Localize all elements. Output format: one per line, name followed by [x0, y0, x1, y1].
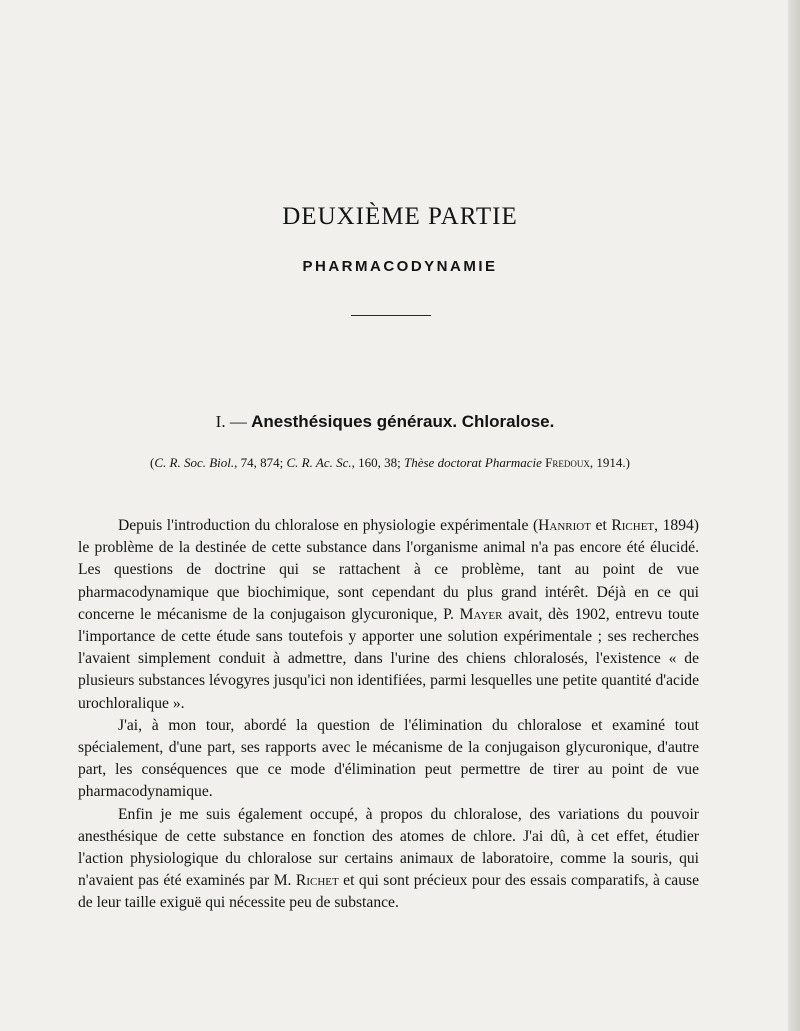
section-title: Anesthésiques généraux. Chloralose.	[251, 412, 555, 431]
author-name: Richet	[611, 517, 655, 534]
citation-ref-1-detail: , 74, 874;	[234, 455, 284, 470]
part-title: DEUXIÈME PARTIE	[282, 203, 518, 230]
part-subtitle: PHARMACODYNAMIE	[302, 258, 498, 275]
author-name: Hanriot	[538, 517, 591, 534]
paragraph-2: J'ai, à mon tour, abordé la question de l'élimination du chloralose et examiné tout spécialement, d'une part, ses rapports avec le mécanisme de la conjugaison glycuronique, d'autre part, les conséquences que ce mode d'élimination peut permettre de tirer au point de vue pharmacodynamique.	[78, 716, 699, 801]
citation-close: , 1914.)	[589, 455, 630, 470]
citation-ref-2: C. R. Ac. Sc.	[286, 455, 352, 470]
paragraph-3-text-b: et qui sont précieux pour des essais comparatifs, à cause de leur taille exiguë qui nécessite peu de substance.	[78, 872, 699, 912]
body-text	[78, 515, 699, 915]
paragraph-1	[78, 515, 699, 715]
page-edge	[788, 0, 800, 1031]
citation-line	[0, 455, 780, 471]
citation-author: Fredoux	[545, 455, 590, 470]
title-divider	[351, 315, 431, 316]
section-heading	[0, 412, 770, 432]
section-number: I. —	[215, 412, 247, 431]
author-name: Richet	[295, 872, 339, 890]
paragraph-1-text-b: et	[590, 517, 612, 534]
paragraph-1-text-d: avait, dès 1902, entrevu toute l'importance de cette étude sans toutefois y apporter une solution expérimentale ; ses recherches l'avaient simplement conduit à admettre, dans l'urine des chiens chloralosés, l'existence « de plusieurs substances lévogyres jusqu'ici non identifiées, parmi lesquelles une petite quantité d'acide urochloralique ».	[78, 605, 700, 712]
paragraph-1-text-a: Depuis l'introduction du chloralose en physiologie expérimentale (	[118, 517, 539, 534]
citation-ref-3: Thèse doctorat Pharmacie	[404, 455, 542, 470]
author-name: Mayer	[459, 605, 503, 623]
paragraph-1-text-c: , 1894) le problème de la destinée de cette substance dans l'organisme animal n'a pas encore été élucidé. Les questions de doctrine qui se rattachent à ce problème, tant au point de vue pharmacodynamique que biochimique, sont cependant du plus grand intérêt. Déjà en ce qui concerne le mécanisme de la conjugaison glycuronique, P.	[78, 517, 699, 623]
paragraph-3	[78, 804, 699, 915]
citation-open: (	[150, 455, 155, 470]
citation-ref-1: C. R. Soc. Biol.	[154, 455, 235, 470]
paragraph-3-text-a: Enfin je me suis également occupé, à propos du chloralose, des variations du pouvoir anesthésique de cette substance en fonction des atomes de chlore. J'ai dû, à cet effet, étudier l'action physiologique du chloralose sur certains animaux de laboratoire, comme la souris, qui n'avaient pas été examinés par M.	[78, 805, 699, 890]
citation-ref-2-detail: , 160, 38;	[351, 455, 401, 470]
